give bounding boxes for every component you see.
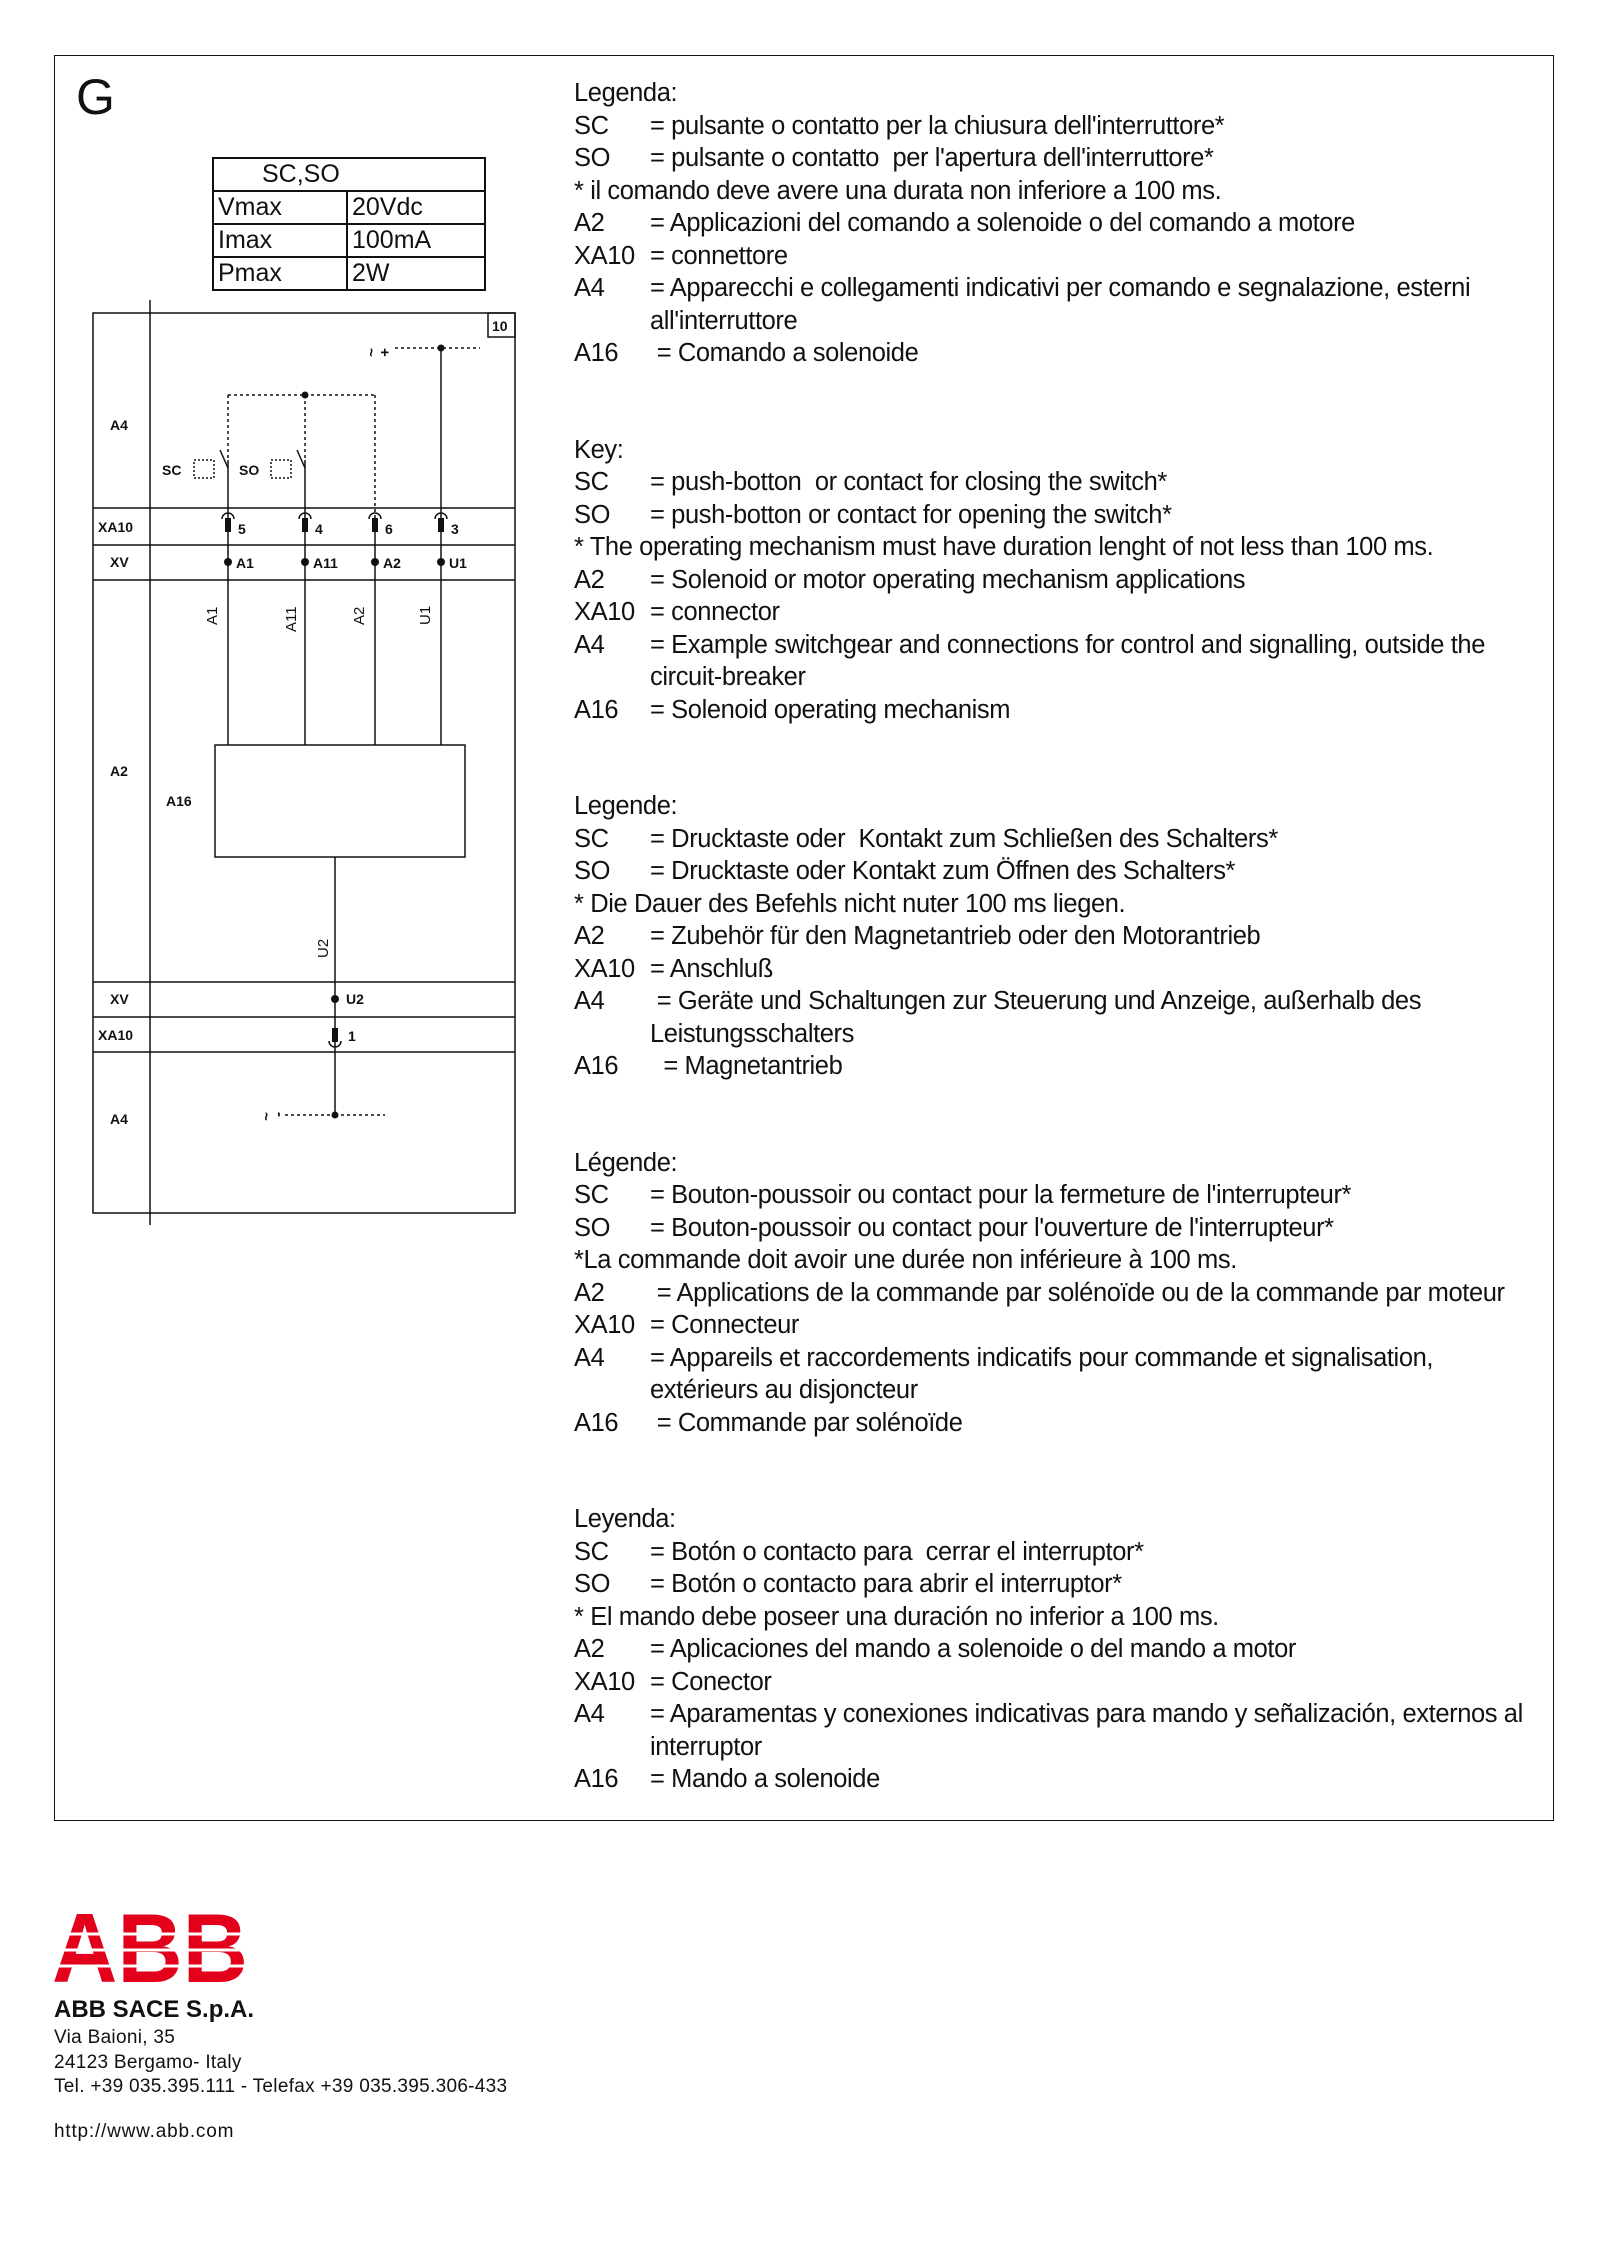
- sc-switch-label: SC: [162, 462, 182, 478]
- page-ref-number: 10: [492, 318, 508, 334]
- xa10-bottom-terminal-number: 1: [348, 1028, 356, 1044]
- legend-description: = Botón o contacto para abrir el interruptor*: [650, 1570, 1122, 1598]
- rating-table: [212, 157, 486, 291]
- legend-code: SC: [574, 111, 609, 140]
- rating-value: 100mA: [347, 224, 485, 257]
- legend-entry: [574, 823, 1544, 856]
- legend-description: = Applications de la commande par solénoïde ou de la commande par moteur: [650, 1278, 1505, 1307]
- xv-terminal-dot: [371, 558, 379, 566]
- legend-entry: [574, 1277, 1544, 1310]
- wire-label: A2: [351, 606, 368, 625]
- legend-description: = Solenoid operating mechanism: [650, 695, 1011, 724]
- legend-code: SC: [574, 468, 609, 496]
- rating-table-header: SC,SO: [213, 158, 485, 191]
- rating-row: [213, 257, 485, 290]
- legend-entry: [574, 466, 1544, 499]
- legend-entry: [574, 240, 1544, 273]
- sc-switch-blade: [220, 450, 228, 468]
- legend-description: = connector: [650, 598, 780, 626]
- legend-entry: [574, 1407, 1544, 1440]
- legend-description: = pulsante o contatto per la chiusura dell'interruttore*: [650, 111, 1225, 140]
- xa10-terminal-marker: [225, 518, 231, 532]
- legend-code: SC: [574, 1537, 609, 1566]
- xa10-terminal-number: 4: [315, 521, 323, 537]
- legend-description: = Zubehör für den Magnetantrieb oder den Motorantrieb: [650, 922, 1261, 950]
- legend-description: = Magnetantrieb: [650, 1052, 843, 1080]
- xv-terminal-label: A11: [313, 555, 338, 571]
- legend-description: = Aparamentas y conexiones indicativas para mando y señalización, externos al interruptor: [650, 1700, 1530, 1761]
- abb-logo: [52, 1908, 248, 1986]
- schematic-border: [93, 313, 515, 1213]
- legend-description: = Bouton-poussoir ou contact pour la fermeture de l'interrupteur*: [650, 1181, 1352, 1209]
- legend-code: A16: [574, 695, 619, 724]
- legend-entry: [574, 1536, 1544, 1569]
- legend-entry: [574, 564, 1544, 597]
- legend-description: = Conector: [650, 1667, 772, 1696]
- legend-entry: [574, 337, 1544, 370]
- legend-code: A16: [574, 1408, 619, 1437]
- section-label-xa10: XA10: [98, 1027, 134, 1043]
- legend-code: A2: [574, 1278, 605, 1307]
- legend-entry: [574, 629, 1544, 694]
- xa10-terminal-number: 3: [451, 521, 459, 537]
- section-label-a2: A2: [110, 763, 128, 779]
- legend-code: SC: [574, 1181, 609, 1209]
- legend-code: SO: [574, 857, 611, 885]
- rating-row: [213, 224, 485, 257]
- rating-label: Vmax: [213, 191, 347, 224]
- legend-note: * il comando deve avere una durata non inferiore a 100 ms.: [574, 176, 1222, 205]
- xv-terminal-dot: [224, 558, 232, 566]
- legend-description: = Drucktaste oder Kontakt zum Schließen des Schalters*: [650, 824, 1278, 853]
- legend-entry: [574, 920, 1544, 953]
- website-link[interactable]: http://www.abb.com: [54, 2121, 235, 2142]
- legend-entry: [574, 596, 1544, 629]
- legend-note: * Die Dauer des Befehls nicht nuter 100 ms liegen.: [574, 889, 1126, 918]
- legend-note: * El mando debe poseer una duración no inferior a 100 ms.: [574, 1602, 1219, 1631]
- legend-title: Légende:: [574, 1148, 678, 1177]
- section-label-xv: XV: [110, 991, 129, 1007]
- wire-label: A11: [283, 606, 300, 632]
- legend-entry: [574, 953, 1544, 986]
- legend-code: SC: [574, 824, 609, 853]
- legend-description: = Comando a solenoide: [650, 339, 919, 367]
- legend-description: = Example switchgear and connections for control and signalling, outside the circuit-breaker: [650, 630, 1492, 691]
- legend-note: * The operating mechanism must have duration lenght of not less than 100 ms.: [574, 533, 1434, 561]
- junction-dot: [302, 392, 309, 399]
- xv-terminal-label: U1: [449, 555, 467, 571]
- legend-description: = Connecteur: [650, 1311, 800, 1339]
- address-line: Via Baioni, 35: [54, 2027, 176, 2048]
- legend-entry: [574, 1050, 1544, 1083]
- xa10-terminal-marker: [372, 518, 378, 532]
- legend-description: = Geräte und Schaltungen zur Steuerung und Anzeige, außerhalb des Leistungsschalters: [650, 987, 1428, 1048]
- legend-entry: [574, 272, 1544, 337]
- xa10-bottom-terminal-marker: [332, 1028, 338, 1042]
- legend-title: Leyenda:: [574, 1505, 676, 1533]
- section-letter: G: [76, 69, 115, 125]
- legend-description: = pulsante o contatto per l'apertura dell'interruttore*: [650, 144, 1214, 172]
- legend-code: SO: [574, 1213, 611, 1242]
- legend-entry: [574, 1666, 1544, 1699]
- abb-logo-text: ABB: [52, 1908, 248, 1986]
- company-name: ABB SACE S.p.A.: [54, 1996, 255, 2023]
- legend-code: SO: [574, 500, 611, 529]
- legend-code: A16: [574, 1765, 619, 1793]
- a16-component-box: [215, 745, 465, 857]
- legend-entry: [574, 985, 1544, 1050]
- legend-code: XA10: [574, 1667, 635, 1696]
- legend-block: [574, 1147, 1544, 1440]
- legend-description: = Drucktaste oder Kontakt zum Öffnen des Schalters*: [650, 857, 1236, 885]
- xv-terminal-dot: [437, 558, 445, 566]
- legend-description: = Appareils et raccordements indicatifs pour commande et signalisation, extérieurs au disjoncteur: [650, 1343, 1440, 1404]
- legend-code: A2: [574, 922, 605, 950]
- legend-code: XA10: [574, 598, 635, 626]
- rating-value: 20Vdc: [347, 191, 485, 224]
- section-label-xv: XV: [110, 554, 129, 570]
- legend-description: = Anschluß: [650, 954, 773, 983]
- xv-bottom-terminal-dot: [331, 995, 339, 1003]
- xa10-terminal-marker: [302, 518, 308, 532]
- legend-description: = push-botton or contact for closing the switch*: [650, 468, 1167, 496]
- legend-block: [574, 1503, 1544, 1796]
- section-label-a4: A4: [110, 417, 128, 433]
- legend-entry: [574, 855, 1544, 888]
- legend-entry: [574, 1342, 1544, 1407]
- rating-value: 2W: [347, 257, 485, 290]
- wire-label-u2: U2: [315, 938, 332, 958]
- legend-code: A16: [574, 1052, 619, 1080]
- legend-code: A2: [574, 565, 605, 594]
- legend-description: = Bouton-poussoir ou contact pour l'ouverture de l'interrupteur*: [650, 1213, 1334, 1242]
- supply-bottom-symbol: -~: [257, 1112, 288, 1121]
- legend-block: [574, 790, 1544, 1083]
- address-line: 24123 Bergamo- Italy: [54, 2052, 242, 2073]
- contact-line: Tel. +39 035.395.111 - Telefax +39 035.395.306-433: [54, 2076, 508, 2097]
- xv-terminal-dot: [301, 558, 309, 566]
- legend-note: *La commande doit avoir une durée non inférieure à 100 ms.: [574, 1246, 1237, 1274]
- legend-code: SO: [574, 1570, 611, 1598]
- legend-block: [574, 434, 1544, 727]
- legend-code: XA10: [574, 241, 635, 270]
- legend-code: XA10: [574, 954, 635, 983]
- supply-top-symbol: +~: [362, 348, 393, 357]
- legend-code: A4: [574, 987, 605, 1015]
- legend-entry: [574, 1568, 1544, 1601]
- xv-bottom-terminal-label: U2: [346, 991, 364, 1007]
- junction-dot: [438, 345, 445, 352]
- legend-code: A2: [574, 1635, 605, 1663]
- so-switch-blade: [297, 450, 305, 468]
- legend-code: SO: [574, 144, 611, 172]
- legend-code: XA10: [574, 1311, 635, 1339]
- legend-code: A4: [574, 274, 605, 302]
- legend-description: = Solenoid or motor operating mechanism applications: [650, 565, 1246, 594]
- legend-entry: [574, 207, 1544, 240]
- component-label-a16: A16: [166, 793, 192, 809]
- legend-entry: [574, 1179, 1544, 1212]
- rating-label: Imax: [213, 224, 347, 257]
- legend-description: = Applicazioni del comando a solenoide o del comando a motore: [650, 209, 1355, 237]
- legend-title: Legende:: [574, 792, 678, 820]
- legend-entry: [574, 1698, 1544, 1763]
- legend-code: A4: [574, 1343, 605, 1372]
- legend-entry: [574, 110, 1544, 143]
- sc-push-symbol: [194, 460, 214, 478]
- xa10-terminal-marker: [438, 518, 444, 532]
- legend-description: = Botón o contacto para cerrar el interruptor*: [650, 1537, 1144, 1566]
- legend-title: Legenda:: [574, 79, 678, 107]
- so-push-symbol: [271, 460, 291, 478]
- legend-description: = Commande par solénoïde: [650, 1408, 963, 1437]
- legend-entry: [574, 1212, 1544, 1245]
- wiring-schematic: [90, 300, 530, 1230]
- rating-table-header-row: [213, 158, 485, 191]
- legend-entry: [574, 1763, 1544, 1796]
- xv-terminal-label: A1: [236, 555, 254, 571]
- legend-description: = connettore: [650, 241, 788, 270]
- legend-description: = Mando a solenoide: [650, 1765, 880, 1793]
- legend-block: [574, 77, 1544, 370]
- legend-description: = push-botton or contact for opening the switch*: [650, 500, 1172, 529]
- legend-code: A16: [574, 339, 619, 367]
- rating-row: [213, 191, 485, 224]
- legend-entry: [574, 1309, 1544, 1342]
- section-label-a4: A4: [110, 1111, 128, 1127]
- legend-description: = Apparecchi e collegamenti indicativi per comando e segnalazione, esterni all'interruttore: [650, 274, 1477, 335]
- legend-title: Key:: [574, 435, 624, 464]
- so-switch-label: SO: [239, 462, 260, 478]
- legend: [574, 77, 1544, 1860]
- wire-label: A1: [204, 606, 221, 625]
- legend-entry: [574, 142, 1544, 175]
- legend-entry: [574, 694, 1544, 727]
- wire-label: U1: [417, 605, 434, 625]
- legend-entry: [574, 499, 1544, 532]
- legend-code: A4: [574, 1700, 605, 1728]
- section-label-xa10: XA10: [98, 519, 134, 535]
- legend-code: A2: [574, 209, 605, 237]
- legend-entry: [574, 1633, 1544, 1666]
- legend-code: A4: [574, 630, 605, 659]
- xa10-terminal-number: 6: [385, 521, 393, 537]
- rating-label: Pmax: [213, 257, 347, 290]
- xv-terminal-label: A2: [383, 555, 401, 571]
- junction-dot: [332, 1112, 339, 1119]
- legend-description: = Aplicaciones del mando a solenoide o del mando a motor: [650, 1635, 1296, 1663]
- xa10-terminal-number: 5: [238, 521, 246, 537]
